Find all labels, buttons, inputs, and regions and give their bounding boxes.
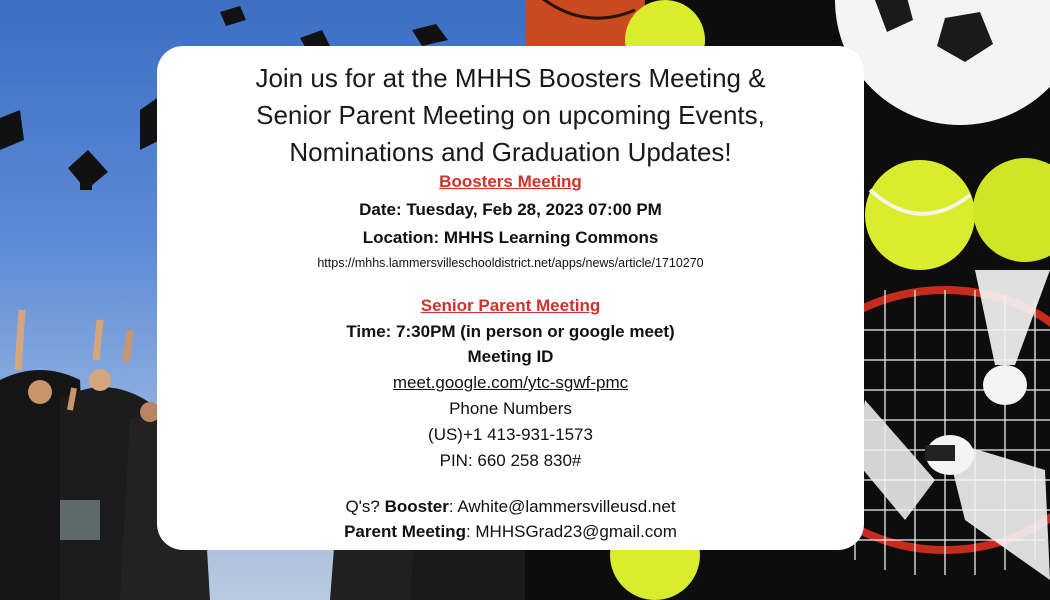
announcement-card: [157, 46, 864, 550]
soccer-ball: [835, 0, 1050, 125]
headline-line: Join us for at the MHHS Boosters Meeting &: [255, 63, 766, 93]
google-meet-link-row: [157, 373, 864, 393]
phone-numbers-label: Phone Numbers: [449, 399, 572, 418]
google-meet-link[interactable]: meet.google.com/ytc-sgwf-pmc: [392, 373, 629, 392]
headline-line: Senior Parent Meeting on upcoming Events,: [256, 100, 765, 130]
booster-email[interactable]: : Awhite@lammersvilleusd.net: [448, 497, 676, 516]
shuttlecock: [975, 270, 1050, 405]
senior-meeting-time: Time: 7:30PM (in person or google meet): [346, 322, 675, 341]
parent-meeting-contact: [157, 522, 864, 542]
distant-building: [60, 500, 100, 540]
parent-meeting-contact-label: Parent Meeting: [344, 522, 466, 541]
shuttlecock: [925, 435, 1050, 580]
booster-contact: [157, 497, 864, 517]
boosters-meeting-title: Boosters Meeting: [439, 172, 582, 191]
tennis-ball: [973, 158, 1050, 262]
senior-parent-meeting-title: Senior Parent Meeting: [420, 296, 601, 315]
meeting-id-label: Meeting ID: [467, 347, 554, 366]
headline-line: Nominations and Graduation Updates!: [289, 137, 732, 167]
boosters-location: Location: MHHS Learning Commons: [362, 228, 659, 247]
parent-meeting-email[interactable]: : MHHSGrad23@gmail.com: [465, 522, 677, 541]
contact-prefix: Q's?: [345, 497, 385, 516]
headline: [157, 60, 864, 171]
boosters-article-url[interactable]: https://mhhs.lammersvilleschooldistrict.net/apps/news/article/1710270: [317, 256, 704, 270]
meeting-pin: PIN: 660 258 830#: [439, 451, 582, 470]
shuttlecock: [855, 400, 935, 520]
boosters-date: Date: Tuesday, Feb 28, 2023 07:00 PM: [359, 200, 662, 219]
phone-number: (US)+1 413-931-1573: [428, 425, 593, 444]
booster-contact-label: Booster: [384, 497, 449, 516]
